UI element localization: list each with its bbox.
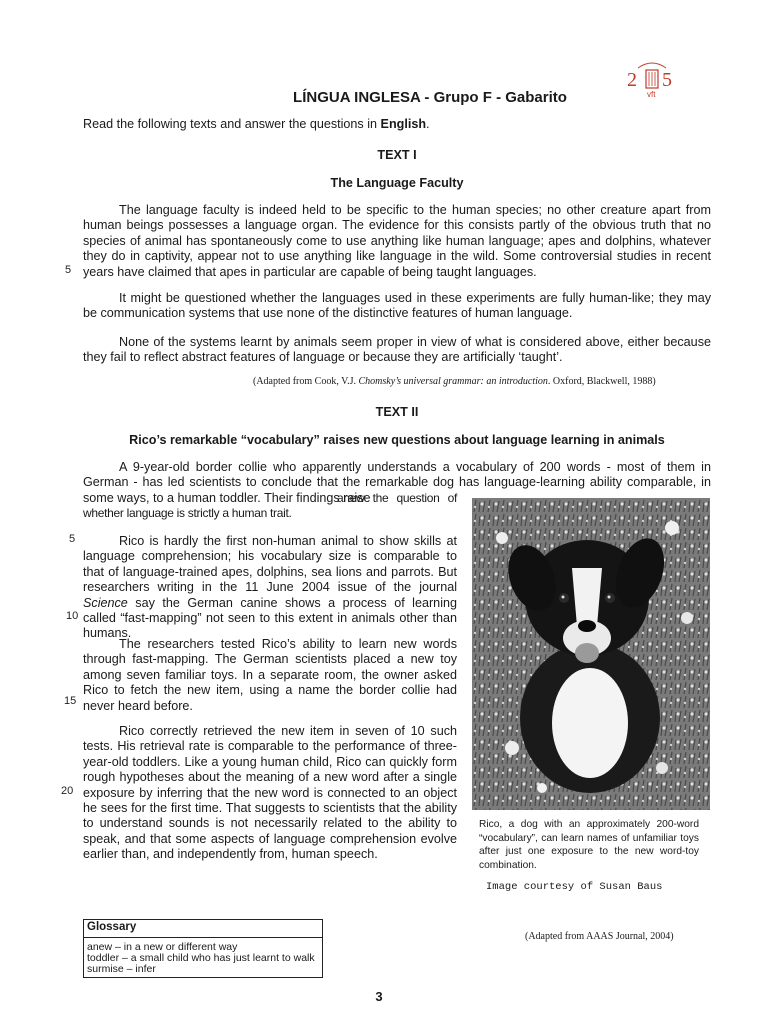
text2-intro-narrow: anew the question of whether language is strictly a human trait. [83,491,457,521]
text1-paragraph-3: None of the systems learnt by animals seem proper in view of what is considered above, either because they fail to reflect abstract features of language or because they are artificially ‘taught’. [83,335,711,365]
photo-caption: Rico, a dog with an approximately 200-word “vocabulary”, can learn names of unfamiliar toys after just one exposure to the new word-toy combination. [479,819,699,871]
glossary-box [83,919,323,978]
exam-logo-icon [624,60,680,100]
text2-title: Rico’s remarkable “vocabulary” raises new questions about language learning in animals [129,433,665,447]
glossary-item: surmise – infer [87,963,156,975]
instruction: Read the following texts and answer the questions in English. [83,117,430,131]
text2-paragraph-2: Rico is hardly the first non-human animal to show skills at language comprehension; his vocabulary size is comparable to that of language-trained apes, dolphins, sea lions and parrots. But researchers writing in the 11 June 2004 issue of the journal Science say the German canine shows a process of learning called “fast-mapping” not seen to this extent in animals other than humans. [83,534,457,641]
glossary-item: toddler – a small child who has just learnt to walk [87,952,315,964]
svg-text:5: 5 [662,69,672,91]
text1-paragraph-2: It might be questioned whether the languages used in these experiments are fully human-like; they may be communication systems that use none of the distinctive features of human language. [83,291,711,321]
line-number: 20 [61,785,74,797]
line-number: 5 [65,264,72,276]
text2-paragraph-4: Rico correctly retrieved the new item in seven of 10 such tests. His retrieval rate is comparable to the performance of three-year-old toddlers. Like a young human child, Rico can quickly form rough hypotheses about the meaning of a new word after a single exposure by inferring that the new word is connected to an object he sees for the first time. That suggests to scientists that the ability to understand sounds is not necessarily related to the ability to speak, and that some aspects of language comprehension evolve earlier than, and independently from, human speech. [83,724,457,862]
dog-photo-icon [472,498,710,810]
text2-source: (Adapted from AAAS Journal, 2004) [525,931,674,942]
glossary-title: Glossary [84,920,322,938]
photo-credit: Image courtesy of Susan Baus [486,881,663,893]
svg-text:2: 2 [627,69,637,91]
dog-photo [472,498,710,810]
text2-paragraph-3: The researchers tested Rico’s ability to learn new words through fast-mapping. The German scientists placed a new toy among seven familiar toys. In a separate room, the owner asked Rico to fetch the new item, using a name the border collie had never heard before. [83,637,457,713]
text2-intro: A 9-year-old border collie who apparently understands a vocabulary of 200 words - most of them in German - has led scientists to conclude that the remarkable dog has language-learning ability comparable, in some ways, to a human toddler. Their findings raise [83,460,711,505]
line-number: 10 [66,610,79,622]
exam-logo [624,60,680,100]
line-number: 5 [69,533,76,545]
page-number: 3 [375,989,383,1004]
text1-label: TEXT I [377,148,417,162]
text1-paragraph-1: The language faculty is indeed held to be specific to the human species; no other creature apart from human beings possesses a language organ. The evidence for this consists partly of the obvious truth that no species of animal has spontaneously come to use anything like human language; apes and dolphins, whatever they do in captivity, appear not to use anything like language in the wild. Some controversial studies in recent years have claimed that apes in particular are capable of being taught languages. [83,203,711,279]
text1-title: The Language Faculty [330,176,464,190]
svg-text:vft: vft [647,90,656,99]
text1-source: (Adapted from Cook, V.J. Chomsky’s universal grammar: an introduction. Oxford, Blackwell, 1988) [253,376,656,387]
glossary-item: anew – in a new or different way [87,941,238,953]
page-heading: LÍNGUA INGLESA - Grupo F - Gabarito [293,89,567,106]
text2-label: TEXT II [375,405,419,419]
line-number: 15 [64,695,77,707]
